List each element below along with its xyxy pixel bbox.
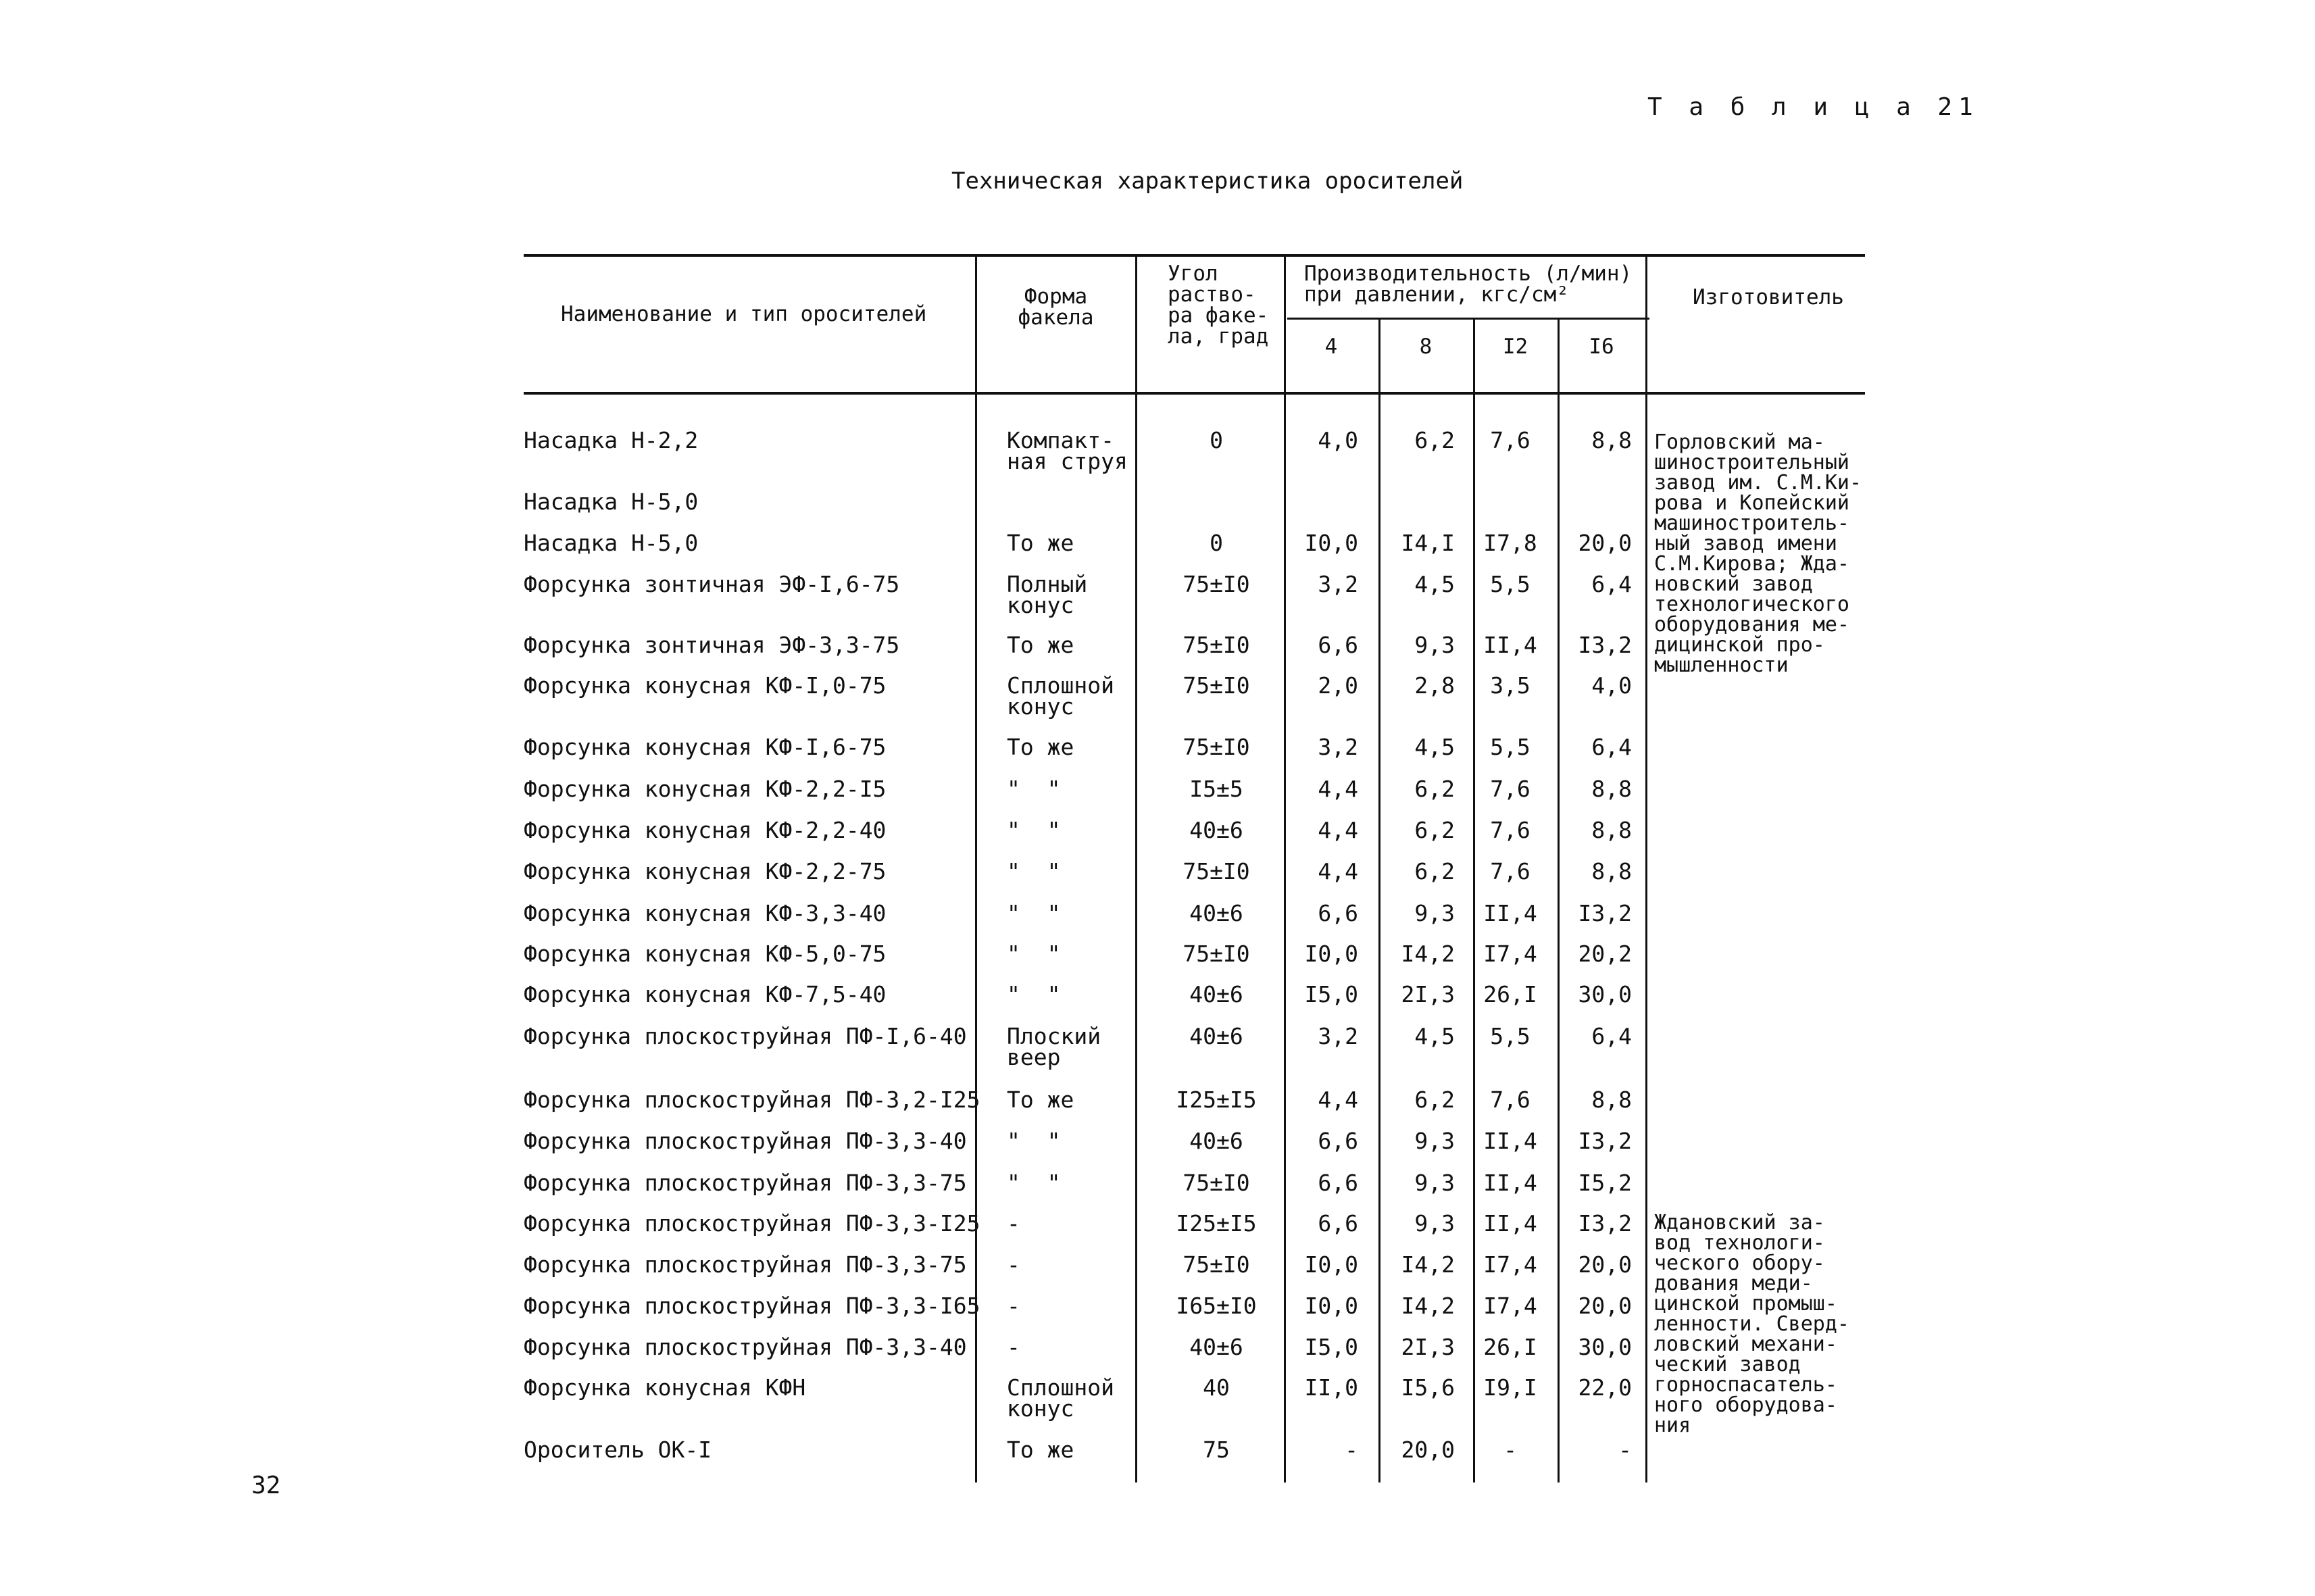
row-form: То же (1007, 1087, 1074, 1113)
row-form: " " (1007, 981, 1061, 1007)
row-p16: I3,2 (1578, 1128, 1632, 1154)
row-p12: 3,5 (1490, 672, 1530, 699)
row-name: Форсунка зонтичная ЭФ-3,3-75 (524, 632, 900, 658)
row-p16: 30,0 (1578, 1334, 1632, 1360)
row-name: Форсунка плоскоструйная ПФ-3,3-40 (524, 1128, 967, 1154)
row-form: " " (1007, 858, 1061, 884)
row-angle: 75±I0 (1183, 571, 1250, 597)
row-p4: 6,6 (1318, 1170, 1358, 1196)
row-p16: 20,0 (1578, 1293, 1632, 1319)
row-p4: 3,2 (1318, 734, 1358, 760)
row-name: Форсунка конусная КФН (524, 1374, 806, 1401)
row-name: Форсунка конусная КФ-I,6-75 (524, 734, 887, 760)
row-p8: 9,3 (1414, 1170, 1455, 1196)
row-p4: I0,0 (1304, 530, 1358, 556)
row-form: Сплошной конус (1007, 672, 1114, 720)
row-name: Форсунка зонтичная ЭФ-I,6-75 (524, 571, 900, 597)
row-angle: I25±I5 (1176, 1210, 1257, 1237)
row-p8: 6,2 (1414, 427, 1455, 453)
row-name: Форсунка плоскоструйная ПФ-3,3-75 (524, 1170, 967, 1196)
row-name: Форсунка конусная КФ-2,2-75 (524, 858, 887, 884)
row-p4: 4,0 (1318, 427, 1358, 453)
row-p4: 6,6 (1318, 1128, 1358, 1154)
row-p12: 7,6 (1490, 776, 1530, 802)
maker-group-2: Ждановский за- вод технологи- ческого обору- дования меди- цинской промыш- ленности. Сверд- ловский механи- ческий завод горноспасатель- ного оборудова- ния (1654, 1211, 1849, 1437)
row-p12: 26,I (1483, 981, 1537, 1007)
row-name: Насадка Н-5,0 (524, 489, 699, 515)
row-p16: 4,0 (1591, 672, 1632, 699)
row-p12: 26,I (1483, 1334, 1537, 1360)
row-p8: I4,2 (1401, 941, 1455, 967)
header-name: Наименование и тип оросителей (561, 302, 927, 326)
row-p16: 8,8 (1591, 858, 1632, 884)
productivity-rule (1287, 318, 1649, 320)
row-p12: 5,5 (1490, 734, 1530, 760)
row-p8: 6,2 (1414, 776, 1455, 802)
row-p8: I5,6 (1401, 1374, 1455, 1401)
row-p4: 4,4 (1318, 817, 1358, 843)
header-angle: Угол раство- ра факе- ла, град (1168, 261, 1269, 349)
row-form: То же (1007, 1437, 1074, 1463)
row-p4: 6,6 (1318, 1210, 1358, 1237)
row-p8: 9,3 (1414, 900, 1455, 926)
row-p12: I7,4 (1483, 1251, 1537, 1278)
row-form: - (1007, 1210, 1020, 1237)
row-name: Форсунка конусная КФ-2,2-40 (524, 817, 887, 843)
row-p8: 9,3 (1414, 1128, 1455, 1154)
row-name: Форсунка конусная КФ-I,0-75 (524, 672, 887, 699)
row-p12: II,4 (1483, 1128, 1537, 1154)
row-p12: II,4 (1483, 900, 1537, 926)
row-angle: I25±I5 (1176, 1087, 1257, 1113)
row-p8: 2I,3 (1401, 1334, 1455, 1360)
row-form: То же (1007, 734, 1074, 760)
row-name: Форсунка плоскоструйная ПФ-3,3-75 (524, 1251, 967, 1278)
header-bottom-rule (524, 392, 1865, 395)
row-angle: I65±I0 (1176, 1293, 1257, 1319)
row-p16: 20,0 (1578, 530, 1632, 556)
row-p16: I3,2 (1578, 1210, 1632, 1237)
row-form: " " (1007, 1128, 1061, 1154)
row-name: Форсунка конусная КФ-2,2-I5 (524, 776, 887, 802)
row-name: Форсунка конусная КФ-7,5-40 (524, 981, 887, 1007)
row-angle: 40±6 (1189, 1334, 1243, 1360)
row-p8: 9,3 (1414, 1210, 1455, 1237)
row-angle: 0 (1210, 427, 1223, 453)
row-p16: 8,8 (1591, 776, 1632, 802)
row-p8: 4,5 (1414, 1023, 1455, 1049)
row-p16: 8,8 (1591, 427, 1632, 453)
header-maker: Изготовитель (1693, 285, 1844, 309)
row-p4: II,0 (1304, 1374, 1358, 1401)
row-p8: 4,5 (1414, 571, 1455, 597)
row-form: - (1007, 1251, 1020, 1278)
row-angle: 75±I0 (1183, 632, 1250, 658)
row-p16: 8,8 (1591, 1087, 1632, 1113)
row-p12: II,4 (1483, 1210, 1537, 1237)
row-angle: I5±5 (1189, 776, 1243, 802)
table-title: Техническая характеристика оросителей (951, 168, 1464, 195)
row-p12: II,4 (1483, 632, 1537, 658)
maker-group-1: Горловский ма- шиностроительный завод им. С.М.Ки- рова и Копейский машиностроитель- ный завод имени С.М.Кирова; Жда- новский завод технологического оборудования ме- дицинской про- мышленности (1654, 430, 1862, 677)
row-form: " " (1007, 776, 1061, 802)
row-p4: 4,4 (1318, 1087, 1358, 1113)
row-p4: I0,0 (1304, 941, 1358, 967)
row-angle: 75±I0 (1183, 1170, 1250, 1196)
row-name: Ороситель ОК-I (524, 1437, 712, 1463)
row-form: Компакт- ная струя (1007, 427, 1128, 474)
header-form: Форма факела (1018, 284, 1094, 330)
row-form: " " (1007, 900, 1061, 926)
row-angle: 75±I0 (1183, 941, 1250, 967)
row-p4: 3,2 (1318, 1023, 1358, 1049)
row-p12: I7,8 (1483, 530, 1537, 556)
col-divider-angle (1135, 254, 1137, 1482)
row-name: Форсунка плоскоструйная ПФ-3,2-I25 (524, 1087, 980, 1113)
row-form: Плоский веер (1007, 1023, 1101, 1070)
row-p4: I0,0 (1304, 1293, 1358, 1319)
row-form: Сплошной конус (1007, 1374, 1114, 1422)
row-p4: 6,6 (1318, 900, 1358, 926)
row-p16: I5,2 (1578, 1170, 1632, 1196)
row-name: Форсунка плоскоструйная ПФ-3,3-I25 (524, 1210, 980, 1237)
row-form: - (1007, 1334, 1020, 1360)
row-p16: I3,2 (1578, 632, 1632, 658)
row-p8: 6,2 (1414, 1087, 1455, 1113)
row-p4: - (1345, 1437, 1358, 1463)
row-p16: 30,0 (1578, 981, 1632, 1007)
header-pressure-16: I6 (1589, 334, 1614, 359)
row-p8: 6,2 (1414, 858, 1455, 884)
row-angle: 75 (1203, 1437, 1230, 1463)
row-form: То же (1007, 632, 1074, 658)
row-angle: 75±I0 (1183, 734, 1250, 760)
header-pressure-4: 4 (1324, 334, 1338, 359)
row-p16: 8,8 (1591, 817, 1632, 843)
row-p8: I4,2 (1401, 1251, 1455, 1278)
row-p12: 5,5 (1490, 1023, 1530, 1049)
row-p12: I9,I (1483, 1374, 1537, 1401)
row-angle: 75±I0 (1183, 672, 1250, 699)
row-name: Форсунка плоскоструйная ПФ-3,3-I65 (524, 1293, 980, 1319)
header-productivity: Производительность (л/мин) при давлении, кгс/см² (1304, 261, 1633, 307)
row-form: Полный конус (1007, 571, 1088, 618)
col-divider-maker (1645, 254, 1647, 1482)
row-p12: 7,6 (1490, 858, 1530, 884)
col-divider-p8 (1378, 318, 1380, 1482)
row-p4: I5,0 (1304, 1334, 1358, 1360)
row-p16: 22,0 (1578, 1374, 1632, 1401)
row-p12: 7,6 (1490, 1087, 1530, 1113)
row-angle: 75±I0 (1183, 1251, 1250, 1278)
row-name: Форсунка конусная КФ-3,3-40 (524, 900, 887, 926)
row-p8: I4,2 (1401, 1293, 1455, 1319)
row-name: Форсунка плоскоструйная ПФ-3,3-40 (524, 1334, 967, 1360)
row-form: - (1007, 1293, 1020, 1319)
row-p16: 6,4 (1591, 571, 1632, 597)
row-p8: 20,0 (1401, 1437, 1455, 1463)
row-p4: 4,4 (1318, 776, 1358, 802)
row-angle: 40 (1203, 1374, 1230, 1401)
row-p16: - (1618, 1437, 1632, 1463)
row-angle: 40±6 (1189, 900, 1243, 926)
row-p4: 2,0 (1318, 672, 1358, 699)
table-number: Т а б л и ц а 21 (1647, 93, 1979, 121)
row-p16: 20,0 (1578, 1251, 1632, 1278)
row-form: " " (1007, 817, 1061, 843)
row-angle: 0 (1210, 530, 1223, 556)
row-form: " " (1007, 941, 1061, 967)
row-p4: 3,2 (1318, 571, 1358, 597)
row-p8: 6,2 (1414, 817, 1455, 843)
row-p12: 5,5 (1490, 571, 1530, 597)
row-p4: 4,4 (1318, 858, 1358, 884)
header-pressure-8: 8 (1419, 334, 1433, 359)
row-p4: I0,0 (1304, 1251, 1358, 1278)
row-p16: 6,4 (1591, 734, 1632, 760)
col-divider-p12 (1473, 318, 1475, 1482)
row-angle: 40±6 (1189, 817, 1243, 843)
row-form: То же (1007, 530, 1074, 556)
header-pressure-12: I2 (1502, 334, 1528, 359)
row-p12: I7,4 (1483, 941, 1537, 967)
row-p8: 9,3 (1414, 632, 1455, 658)
row-p8: 2I,3 (1401, 981, 1455, 1007)
row-angle: 75±I0 (1183, 858, 1250, 884)
row-p8: 2,8 (1414, 672, 1455, 699)
row-name: Форсунка плоскоструйная ПФ-I,6-40 (524, 1023, 967, 1049)
row-p12: 7,6 (1490, 427, 1530, 453)
row-p16: I3,2 (1578, 900, 1632, 926)
row-p12: I7,4 (1483, 1293, 1537, 1319)
row-p8: I4,I (1401, 530, 1455, 556)
row-p16: 6,4 (1591, 1023, 1632, 1049)
row-angle: 40±6 (1189, 1023, 1243, 1049)
row-p12: 7,6 (1490, 817, 1530, 843)
row-form: " " (1007, 1170, 1061, 1196)
row-p12: II,4 (1483, 1170, 1537, 1196)
table-top-rule (524, 254, 1865, 257)
row-angle: 40±6 (1189, 981, 1243, 1007)
row-angle: 40±6 (1189, 1128, 1243, 1154)
row-p16: 20,2 (1578, 941, 1632, 967)
row-p12: - (1503, 1437, 1517, 1463)
row-name: Насадка Н-2,2 (524, 427, 699, 453)
page-number: 32 (251, 1472, 281, 1499)
row-p8: 4,5 (1414, 734, 1455, 760)
row-p4: 6,6 (1318, 632, 1358, 658)
row-p4: I5,0 (1304, 981, 1358, 1007)
row-name: Форсунка конусная КФ-5,0-75 (524, 941, 887, 967)
row-name: Насадка Н-5,0 (524, 530, 699, 556)
